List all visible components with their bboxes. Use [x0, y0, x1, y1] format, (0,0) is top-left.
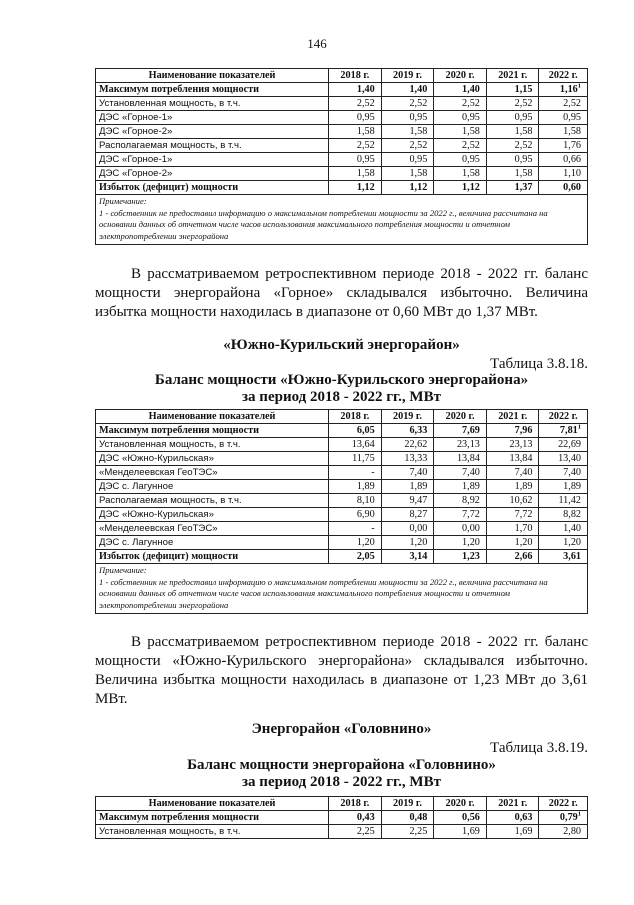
cell-value	[434, 550, 487, 564]
section-heading-yuzhno-kurilsky: «Южно-Курильский энергорайон»	[223, 337, 460, 353]
cell-value	[381, 167, 434, 181]
cell-value-text: 1,58	[356, 126, 375, 137]
cell-value	[434, 97, 487, 111]
table-row	[96, 452, 588, 466]
cell-value	[329, 550, 382, 564]
row-label: ДЭС с. Лагунное	[96, 480, 329, 494]
cell-value-text: 1,40	[462, 84, 480, 95]
cell-value	[486, 811, 539, 825]
paragraph-yuzhno-kurilsky-summary: В рассматриваемом ретроспективном периоде 2018 - 2022 гг. баланс мощности «Южно-Курильского энергорайона» складывался избыточно. Величина избытка мощности находилась в диапазоне от 1,23 МВт до 3,61 МВт.	[95, 634, 588, 707]
column-header-year: 2018 г.	[329, 69, 382, 83]
cell-value-text: 11,42	[558, 495, 581, 506]
row-label: Максимум потребления мощности	[96, 811, 329, 825]
section-heading-golovnino: Энергорайон «Головнино»	[251, 721, 432, 737]
cell-value	[381, 811, 434, 825]
cell-value	[486, 536, 539, 550]
cell-value-text: 0,95	[514, 154, 533, 165]
cell-value	[486, 125, 539, 139]
cell-value	[486, 83, 539, 97]
cell-value-text: 1,89	[462, 481, 480, 492]
cell-value	[329, 811, 382, 825]
cell-value-text: 7,81	[559, 425, 578, 436]
cell-value-text: 1,58	[563, 126, 581, 137]
cell-value-text: 0,66	[563, 154, 581, 165]
cell-value	[539, 550, 588, 564]
cell-value-text: 1,70	[514, 523, 533, 534]
row-label: Максимум потребления мощности	[96, 83, 329, 97]
cell-value	[329, 536, 382, 550]
table-title-line1: Баланс мощности «Южно-Курильского энергорайона»	[154, 372, 529, 388]
cell-value	[539, 480, 588, 494]
cell-value	[434, 508, 487, 522]
cell-value	[486, 508, 539, 522]
cell-value-text: 2,66	[514, 551, 533, 562]
cell-value-text: 1,23	[462, 551, 480, 562]
cell-value	[434, 494, 487, 508]
cell-value	[486, 181, 539, 195]
column-header-year: 2019 г.	[381, 69, 434, 83]
cell-value-text: 7,40	[462, 467, 480, 478]
cell-value	[434, 825, 487, 839]
cell-value	[539, 111, 588, 125]
cell-value-text: 13,84	[509, 453, 533, 464]
cell-value	[539, 139, 588, 153]
row-label: ДЭС «Горное-1»	[96, 153, 329, 167]
column-header-year: 2022 г.	[539, 69, 588, 83]
cell-value	[381, 111, 434, 125]
cell-value-text: 22,69	[558, 439, 581, 450]
table-row	[96, 111, 588, 125]
cell-value-text: 0,43	[356, 812, 375, 823]
table-row	[96, 466, 588, 480]
cell-value	[381, 825, 434, 839]
table-number-3-8-18: Таблица 3.8.18.	[490, 356, 588, 372]
cell-value-text: 0,95	[356, 154, 375, 165]
cell-value	[434, 125, 487, 139]
cell-value	[329, 111, 382, 125]
cell-value-text: 2,52	[356, 140, 375, 151]
cell-value	[539, 97, 588, 111]
table-row	[96, 153, 588, 167]
cell-value-text: 1,89	[514, 481, 533, 492]
power-balance-table-yuzhno-kurilsky	[95, 409, 588, 614]
cell-value-text: 1,15	[514, 84, 533, 95]
column-header-name: Наименование показателей	[96, 69, 329, 83]
cell-value-text: 0,95	[409, 154, 428, 165]
cell-value-text: 1,20	[409, 537, 428, 548]
cell-value	[539, 438, 588, 452]
cell-value	[381, 153, 434, 167]
row-label: ДЭС «Горное-1»	[96, 111, 329, 125]
cell-value	[486, 438, 539, 452]
table-title-line1: Баланс мощности энергорайона «Головнино»	[187, 757, 496, 773]
cell-value-text: 0,95	[409, 112, 428, 123]
cell-value-text: -	[371, 467, 375, 478]
note-text: 1 - собственник не предоставил информацию о максимальном потреблении мощности за 2022 г., величина рассчитана на основании данных об отчетном числе часов использования максимального потребления мощности и отчетном электропотреблении энергорайона	[99, 576, 548, 610]
cell-value-text: 2,25	[409, 826, 428, 837]
cell-value	[381, 550, 434, 564]
cell-value	[329, 825, 382, 839]
cell-value-text: 1,40	[356, 84, 375, 95]
cell-value	[539, 167, 588, 181]
power-balance-table-golovnino	[95, 796, 588, 839]
page-number: 146	[307, 36, 327, 51]
cell-value	[329, 153, 382, 167]
cell-value-text: 7,96	[514, 425, 533, 436]
cell-value-text: 1,20	[514, 537, 533, 548]
cell-value	[486, 452, 539, 466]
cell-value-text: 2,52	[462, 140, 480, 151]
cell-value	[381, 125, 434, 139]
column-header-year: 2020 г.	[434, 410, 487, 424]
table-row	[96, 494, 588, 508]
column-header-year: 2022 г.	[539, 410, 588, 424]
cell-value-text: 2,80	[563, 826, 581, 837]
table-row	[96, 480, 588, 494]
cell-value-text: 7,40	[514, 467, 533, 478]
column-header-year: 2021 г.	[486, 797, 539, 811]
cell-value-text: 1,20	[563, 537, 581, 548]
cell-value-text: 2,52	[409, 98, 428, 109]
cell-value-text: 11,75	[352, 453, 375, 464]
table-note-row	[96, 564, 588, 614]
cell-value-text: 22,62	[404, 439, 428, 450]
cell-value-text: 1,16	[559, 84, 578, 95]
row-label: «Менделеевская ГеоТЭС»	[96, 466, 329, 480]
table-title-line2: за период 2018 - 2022 гг., МВт	[242, 774, 441, 790]
cell-value	[434, 536, 487, 550]
column-header-year: 2019 г.	[381, 797, 434, 811]
cell-value-text: 1,58	[514, 126, 533, 137]
cell-value-text: 0,48	[409, 812, 428, 823]
column-header-name: Наименование показателей	[96, 410, 329, 424]
cell-value	[434, 452, 487, 466]
table-row	[96, 550, 588, 564]
cell-value-text: 2,52	[462, 98, 480, 109]
cell-value	[539, 125, 588, 139]
footnote-marker: 1	[577, 423, 581, 431]
cell-value	[381, 480, 434, 494]
cell-value-text: 2,52	[563, 98, 581, 109]
cell-value	[434, 139, 487, 153]
cell-value-text: 1,20	[462, 537, 480, 548]
cell-value	[381, 139, 434, 153]
cell-value	[539, 508, 588, 522]
column-header-year: 2022 г.	[539, 797, 588, 811]
cell-value-text: 6,90	[356, 509, 375, 520]
table-row	[96, 83, 588, 97]
table-row	[96, 167, 588, 181]
cell-value	[486, 480, 539, 494]
cell-value-text: 1,58	[409, 126, 428, 137]
cell-value-text: 7,72	[462, 509, 480, 520]
cell-value-text: 6,05	[356, 425, 375, 436]
cell-value-text: 1,40	[409, 84, 428, 95]
cell-value	[434, 438, 487, 452]
column-header-year: 2018 г.	[329, 410, 382, 424]
row-label: Избыток (дефицит) мощности	[96, 550, 329, 564]
cell-value-text: 13,64	[351, 439, 375, 450]
table-row	[96, 97, 588, 111]
cell-value	[329, 452, 382, 466]
cell-value	[486, 111, 539, 125]
cell-value-text: 1,58	[356, 168, 375, 179]
cell-value-text: 2,05	[356, 551, 375, 562]
column-header-year: 2020 г.	[434, 69, 487, 83]
cell-value	[381, 536, 434, 550]
cell-value	[486, 167, 539, 181]
cell-value	[539, 494, 588, 508]
cell-value-text: 2,52	[409, 140, 428, 151]
cell-value	[486, 139, 539, 153]
cell-value	[434, 167, 487, 181]
cell-value	[539, 83, 588, 97]
cell-value	[539, 811, 588, 825]
cell-value-text: 1,20	[356, 537, 375, 548]
table-row	[96, 508, 588, 522]
cell-value	[434, 181, 487, 195]
cell-value	[539, 153, 588, 167]
row-label: «Менделеевская ГеоТЭС»	[96, 522, 329, 536]
cell-value-text: 0,00	[409, 523, 428, 534]
cell-value	[539, 452, 588, 466]
cell-value-text: 8,82	[563, 509, 581, 520]
cell-value-text: 0,95	[356, 112, 375, 123]
row-label: ДЭС «Южно-Курильская»	[96, 452, 329, 466]
column-header-name: Наименование показателей	[96, 797, 329, 811]
cell-value	[434, 111, 487, 125]
cell-value	[486, 153, 539, 167]
cell-value	[381, 466, 434, 480]
cell-value-text: 1,37	[514, 182, 533, 193]
cell-value	[329, 480, 382, 494]
cell-value-text: 6,33	[409, 425, 428, 436]
table-row	[96, 125, 588, 139]
cell-value	[434, 83, 487, 97]
cell-value	[486, 550, 539, 564]
cell-value-text: 1,58	[462, 126, 480, 137]
cell-value	[434, 522, 487, 536]
cell-value-text: 1,58	[514, 168, 533, 179]
row-label: ДЭС «Южно-Курильская»	[96, 508, 329, 522]
cell-value-text: 0,95	[563, 112, 581, 123]
cell-value	[329, 167, 382, 181]
column-header-year: 2021 г.	[486, 69, 539, 83]
table-row	[96, 139, 588, 153]
table-note	[96, 564, 588, 614]
cell-value	[381, 181, 434, 195]
column-header-year: 2021 г.	[486, 410, 539, 424]
cell-value-text: 23,13	[456, 439, 480, 450]
table-number-3-8-19: Таблица 3.8.19.	[490, 740, 588, 756]
cell-value	[381, 83, 434, 97]
cell-value-text: 7,40	[563, 467, 581, 478]
table-row	[96, 825, 588, 839]
cell-value	[486, 97, 539, 111]
table-row	[96, 424, 588, 438]
cell-value	[329, 508, 382, 522]
power-balance-table-gornoe	[95, 68, 588, 245]
cell-value-text: 0,00	[462, 523, 480, 534]
paragraph-gornoe-summary: В рассматриваемом ретроспективном периоде 2018 - 2022 гг. баланс мощности энергорайона «Горное» складывался избыточно. Величина избытка мощности находилась в диапазоне от 0,60 МВт до 1,37 МВт.	[95, 266, 588, 320]
cell-value-text: 1,89	[563, 481, 581, 492]
cell-value-text: 2,25	[356, 826, 375, 837]
cell-value	[539, 466, 588, 480]
cell-value-text: 1,10	[563, 168, 581, 179]
row-label: Установленная мощность, в т.ч.	[96, 97, 329, 111]
column-header-year: 2020 г.	[434, 797, 487, 811]
cell-value	[381, 522, 434, 536]
cell-value-text: 1,58	[409, 168, 428, 179]
cell-value	[434, 811, 487, 825]
cell-value	[329, 125, 382, 139]
cell-value	[381, 438, 434, 452]
cell-value-text: 1,69	[462, 826, 480, 837]
cell-value-text: 7,69	[462, 425, 480, 436]
cell-value	[329, 83, 382, 97]
table-row	[96, 811, 588, 825]
row-label: Максимум потребления мощности	[96, 424, 329, 438]
row-label: Располагаемая мощность, в т.ч.	[96, 139, 329, 153]
cell-value-text: 1,58	[462, 168, 480, 179]
table-note	[96, 195, 588, 245]
cell-value-text: -	[371, 523, 375, 534]
cell-value-text: 8,10	[356, 495, 375, 506]
row-label: ДЭС «Горное-2»	[96, 125, 329, 139]
cell-value-text: 0,95	[462, 112, 480, 123]
cell-value	[329, 438, 382, 452]
cell-value	[381, 424, 434, 438]
cell-value-text: 2,52	[514, 140, 533, 151]
row-label: ДЭС с. Лагунное	[96, 536, 329, 550]
cell-value	[486, 825, 539, 839]
cell-value-text: 3,61	[563, 551, 581, 562]
footnote-marker: 1	[577, 810, 581, 818]
cell-value	[486, 522, 539, 536]
column-header-year: 2018 г.	[329, 797, 382, 811]
cell-value	[381, 97, 434, 111]
row-label: Установленная мощность, в т.ч.	[96, 825, 329, 839]
cell-value	[329, 181, 382, 195]
cell-value-text: 1,89	[356, 481, 375, 492]
row-label: Установленная мощность, в т.ч.	[96, 438, 329, 452]
cell-value-text: 0,95	[462, 154, 480, 165]
cell-value-text: 1,12	[356, 182, 375, 193]
row-label: Избыток (дефицит) мощности	[96, 181, 329, 195]
table-header-row	[96, 410, 588, 424]
cell-value	[329, 494, 382, 508]
cell-value-text: 1,12	[409, 182, 428, 193]
cell-value	[381, 452, 434, 466]
cell-value-text: 1,69	[514, 826, 533, 837]
cell-value	[381, 508, 434, 522]
row-label: Располагаемая мощность, в т.ч.	[96, 494, 329, 508]
cell-value-text: 1,76	[563, 140, 581, 151]
table-header-row	[96, 797, 588, 811]
cell-value-text: 7,40	[409, 467, 428, 478]
cell-value-text: 7,72	[514, 509, 533, 520]
row-label: ДЭС «Горное-2»	[96, 167, 329, 181]
cell-value-text: 2,52	[356, 98, 375, 109]
cell-value	[329, 139, 382, 153]
footnote-marker: 1	[577, 82, 581, 90]
cell-value-text: 23,13	[509, 439, 533, 450]
cell-value-text: 0,56	[462, 812, 480, 823]
cell-value-text: 10,62	[509, 495, 533, 506]
cell-value-text: 1,12	[462, 182, 480, 193]
note-text: 1 - собственник не предоставил информацию о максимальном потреблении мощности за 2022 г., величина рассчитана на основании данных об отчетном числе часов использования максимального потребления мощности и отчетном электропотреблении энергорайона	[99, 207, 548, 241]
cell-value	[539, 424, 588, 438]
cell-value-text: 0,95	[514, 112, 533, 123]
cell-value	[381, 494, 434, 508]
cell-value-text: 8,27	[409, 509, 428, 520]
table-row	[96, 181, 588, 195]
cell-value-text: 0,63	[514, 812, 533, 823]
cell-value	[434, 466, 487, 480]
cell-value	[329, 97, 382, 111]
note-title: Примечание:	[99, 196, 147, 206]
cell-value-text: 1,40	[563, 523, 581, 534]
cell-value-text: 3,14	[409, 551, 428, 562]
cell-value	[486, 466, 539, 480]
table-title-line2: за период 2018 - 2022 гг., МВт	[242, 389, 441, 405]
cell-value	[329, 424, 382, 438]
cell-value	[329, 466, 382, 480]
cell-value	[434, 153, 487, 167]
table-row	[96, 438, 588, 452]
cell-value	[434, 480, 487, 494]
table-row	[96, 536, 588, 550]
cell-value	[539, 536, 588, 550]
cell-value	[539, 522, 588, 536]
cell-value-text: 2,52	[514, 98, 533, 109]
cell-value-text: 9,47	[409, 495, 428, 506]
note-title: Примечание:	[99, 565, 147, 575]
table-row	[96, 522, 588, 536]
table-note-row	[96, 195, 588, 245]
cell-value	[434, 424, 487, 438]
cell-value-text: 1,89	[409, 481, 428, 492]
cell-value-text: 13,33	[404, 453, 428, 464]
cell-value-text: 8,92	[462, 495, 480, 506]
cell-value	[329, 522, 382, 536]
cell-value-text: 13,40	[558, 453, 581, 464]
cell-value	[539, 181, 588, 195]
cell-value-text: 0,60	[563, 182, 581, 193]
column-header-year: 2019 г.	[381, 410, 434, 424]
cell-value-text: 13,84	[456, 453, 480, 464]
cell-value	[486, 494, 539, 508]
cell-value-text: 0,79	[559, 812, 578, 823]
cell-value	[486, 424, 539, 438]
cell-value	[539, 825, 588, 839]
table-header-row	[96, 69, 588, 83]
